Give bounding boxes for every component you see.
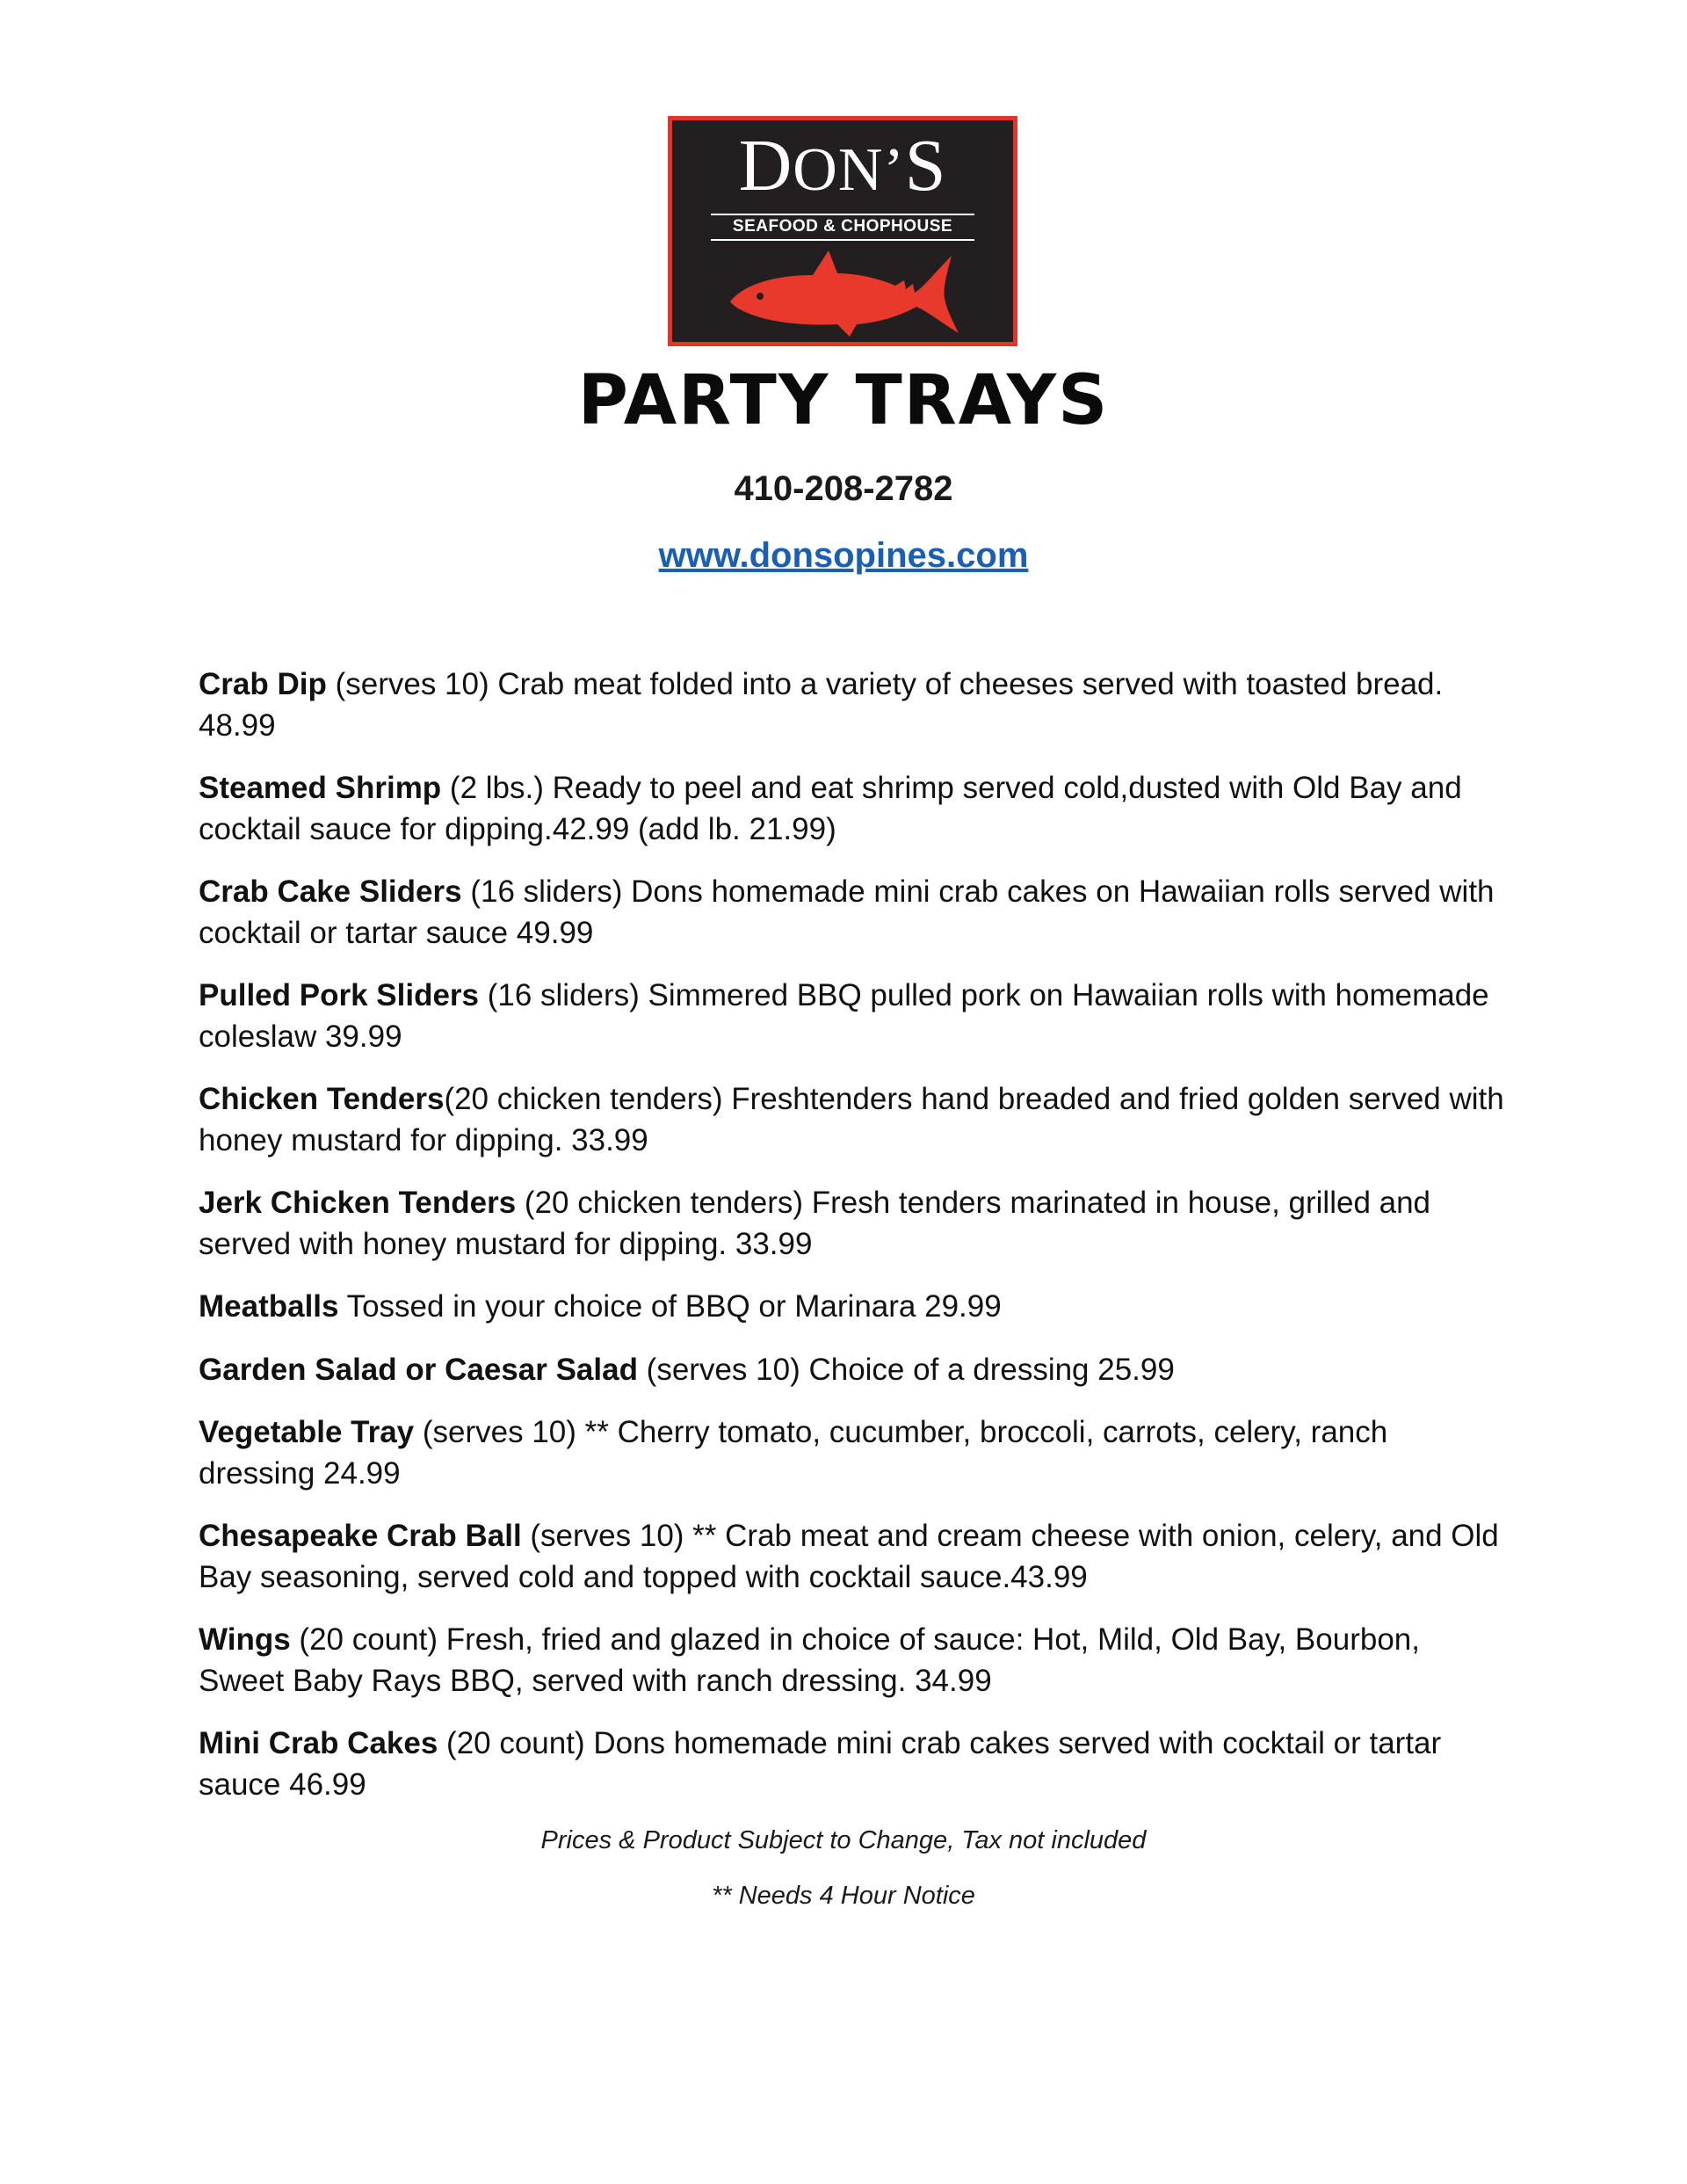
menu-list: [199, 664, 1508, 1827]
item-description: (20 count) Fresh, fried and glazed in choice of sauce: Hot, Mild, Old Bay, Bourbon, Sweet Baby Rays BBQ, served with ranch dressing. 34.99: [199, 1622, 1420, 1698]
item-name: Meatballs: [199, 1289, 339, 1324]
item-name: Chesapeake Crab Ball: [199, 1519, 522, 1553]
item-name: Crab Cake Sliders: [199, 874, 462, 909]
logo-name: DON’S: [738, 125, 947, 207]
item-description: (serves 10) Choice of a dressing 25.99: [637, 1352, 1175, 1387]
item-name: Jerk Chicken Tenders: [199, 1186, 517, 1220]
notice-text: ** Needs 4 Hour Notice: [712, 1882, 975, 1910]
website-link[interactable]: www.donsopines.com: [658, 536, 1029, 575]
logo-divider-bottom: [711, 239, 974, 241]
item-name: Steamed Shrimp: [199, 771, 442, 805]
item-description: (16 sliders) Dons homemade mini crab cakes on Hawaiian rolls served with cocktail or tartar sauce 49.99: [199, 874, 1495, 950]
item-name: Chicken Tenders: [199, 1082, 445, 1116]
item-name: Mini Crab Cakes: [199, 1726, 438, 1760]
page-title: PARTY TRAYS: [577, 361, 1110, 440]
restaurant-logo: [668, 116, 1017, 346]
menu-item: [199, 664, 1508, 746]
logo-subtitle: SEAFOOD & CHOPHOUSE: [732, 217, 953, 236]
item-description: (serves 10) Crab meat folded into a variety of cheeses served with toasted bread. 48.99: [199, 667, 1444, 743]
item-description: (16 sliders) Simmered BBQ pulled pork on Hawaiian rolls with homemade coleslaw 39.99: [199, 978, 1489, 1054]
menu-item: [199, 1412, 1508, 1494]
item-name: Crab Dip: [199, 667, 327, 701]
menu-item: [199, 1079, 1508, 1161]
item-description: (20 chicken tenders) Freshtenders hand breaded and fried golden served with honey mustard for dipping. 33.99: [199, 1082, 1504, 1157]
menu-item: [199, 1516, 1508, 1598]
menu-item: [199, 1620, 1508, 1701]
item-description: (20 count) Dons homemade mini crab cakes served with cocktail or tartar sauce 46.99: [199, 1726, 1442, 1802]
price-disclaimer: Prices & Product Subject to Change, Tax not included: [540, 1826, 1147, 1854]
menu-item: [199, 872, 1508, 954]
menu-item: [199, 768, 1508, 850]
item-description: (serves 10) ** Crab meat and cream cheese with onion, celery, and Old Bay seasoning, served cold and topped with cocktail sauce.43.99: [199, 1519, 1499, 1594]
item-description: (20 chicken tenders) Fresh tenders marinated in house, grilled and served with honey mustard for dipping. 33.99: [199, 1186, 1431, 1261]
menu-item: [199, 1287, 1508, 1328]
item-name: Garden Salad or Caesar Salad: [199, 1352, 638, 1387]
item-description: (2 lbs.) Ready to peel and eat shrimp served cold,dusted with Old Bay and cocktail sauce for dipping.42.99 (add lb. 21.99): [199, 771, 1462, 846]
item-description: Tossed in your choice of BBQ or Marinara 29.99: [338, 1289, 1002, 1324]
menu-item: [199, 1723, 1508, 1805]
tuna-fish-icon: [725, 245, 962, 338]
phone-number: 410-208-2782: [734, 469, 953, 508]
item-name: Pulled Pork Sliders: [199, 978, 479, 1012]
website-link-container: [0, 531, 1687, 580]
item-description: (serves 10) ** Cherry tomato, cucumber, broccoli, carrots, celery, ranch dressing 24.99: [199, 1415, 1388, 1491]
menu-item: [199, 1350, 1508, 1391]
item-name: Wings: [199, 1622, 291, 1657]
menu-item: [199, 1183, 1508, 1265]
menu-item: [199, 976, 1508, 1057]
logo-divider-top: [711, 214, 974, 215]
item-name: Vegetable Tray: [199, 1415, 415, 1449]
